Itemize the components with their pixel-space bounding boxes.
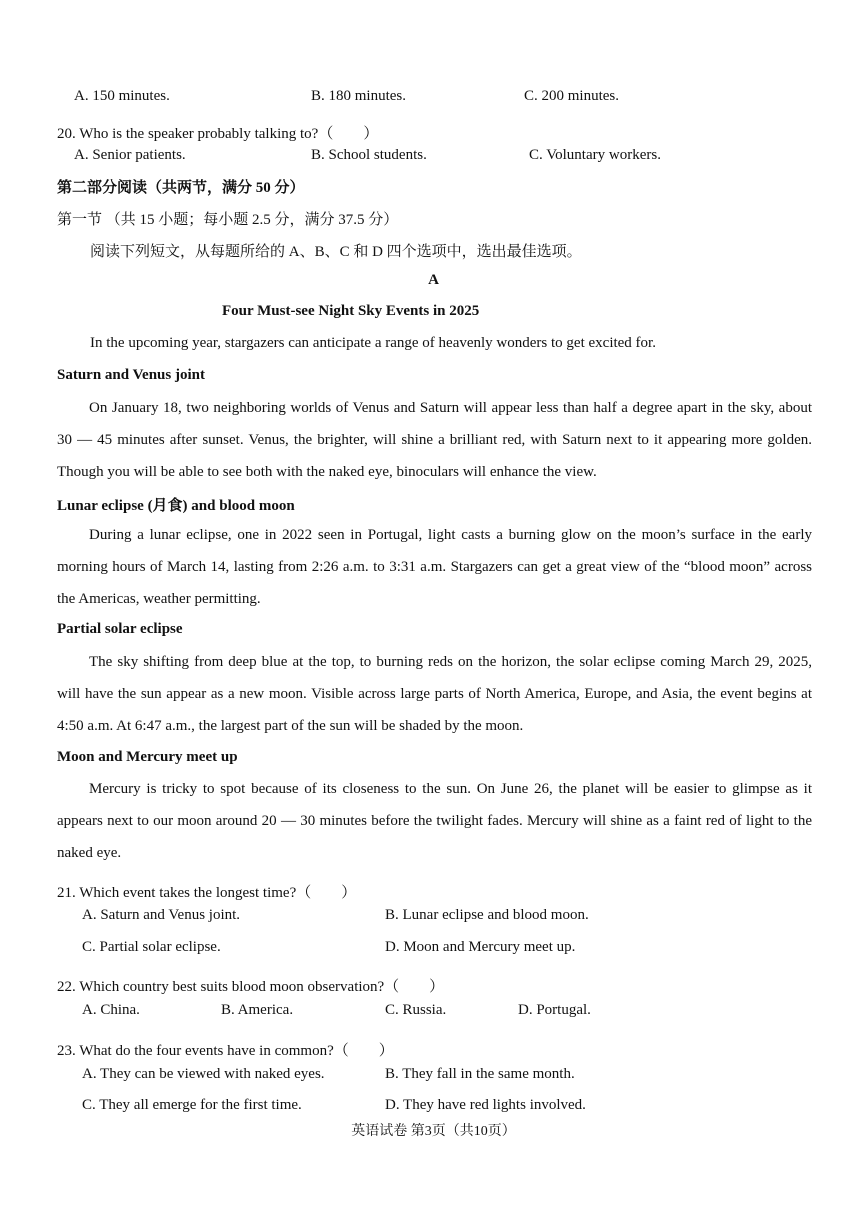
section-body-saturn-venus: On January 18, two neighboring worlds of Venus and Saturn will appear less than half a degree apart in the sky, about 30 — 45 minutes after sunset. Venus, the brighter, will shine a brilliant red, with Saturn next to it appearing more golden. Though you will be able to see both with the naked eye, binoculars will enhance the view. — [57, 400, 812, 480]
q23-option-a: A. They can be viewed with naked eyes. — [82, 1066, 325, 1082]
passage-letter: A — [428, 272, 439, 288]
q21-question: 21. Which event takes the longest time?（ ） — [57, 885, 357, 901]
q22-option-c: C. Russia. — [385, 1002, 447, 1018]
section-heading-lunar-eclipse: Lunar eclipse (月食) and blood moon — [57, 498, 295, 514]
section-heading-moon-mercury: Moon and Mercury meet up — [57, 749, 238, 765]
passage-title: Four Must-see Night Sky Events in 2025 — [222, 303, 480, 319]
q23-question: 23. What do the four events have in common?（ ） — [57, 1043, 394, 1059]
q19-option-a: A. 150 minutes. — [74, 88, 170, 104]
section1-heading: 第一节 （共 15 小题；每小题 2.5 分，满分 37.5 分） — [57, 212, 399, 228]
q20-option-a: A. Senior patients. — [74, 147, 186, 163]
section-body-moon-mercury: Mercury is tricky to spot because of its closeness to the sun. On June 26, the planet will be easier to glimpse as it appears next to our moon around 20 — 30 minutes before the twilight fades. Mercury will shine as a faint red of light to the naked eye. — [57, 781, 812, 861]
instructions: 阅读下列短文，从每题所给的 A、B、C 和 D 四个选项中，选出最佳选项。 — [90, 244, 582, 260]
section-heading-solar-eclipse: Partial solar eclipse — [57, 621, 183, 637]
section-heading-saturn-venus: Saturn and Venus joint — [57, 367, 205, 383]
q19-option-c: C. 200 minutes. — [524, 88, 620, 104]
q23-option-b: B. They fall in the same month. — [385, 1066, 575, 1082]
q23-option-d: D. They have red lights involved. — [385, 1097, 586, 1113]
q21-option-c: C. Partial solar eclipse. — [82, 939, 221, 955]
section-body-solar-eclipse: The sky shifting from deep blue at the top, to burning reds on the horizon, the solar eclipse coming March 29, 2025, will have the sun appear as a new moon. Visible across large parts of North America, Europe, and Asia, the event begins at 4:50 a.m. At 6:47 a.m., the largest part of the sun will be shaded by the moon. — [57, 654, 812, 734]
passage-intro: In the upcoming year, stargazers can anticipate a range of heavenly wonders to get excited for. — [90, 335, 656, 351]
q20-question: 20. Who is the speaker probably talking to?（ ） — [57, 126, 379, 142]
q22-option-b: B. America. — [221, 1002, 294, 1018]
q19-option-b: B. 180 minutes. — [311, 88, 407, 104]
q22-option-d: D. Portugal. — [518, 1002, 591, 1018]
q22-option-a: A. China. — [82, 1002, 140, 1018]
q21-option-a: A. Saturn and Venus joint. — [82, 907, 241, 923]
part2-heading: 第二部分阅读（共两节，满分 50 分） — [57, 180, 305, 196]
section-body-lunar-eclipse: During a lunar eclipse, one in 2022 seen in Portugal, light casts a burning glow on the moon’s surface in the early morning hours of March 14, lasting from 2:26 a.m. to 3:31 a.m. Stargazers can get a great view of the “blood moon” across the Americas, weather permitting. — [57, 527, 812, 607]
q22-question: 22. Which country best suits blood moon observation?（ ） — [57, 979, 445, 995]
q20-option-c: C. Voluntary workers. — [529, 147, 661, 163]
q20-option-b: B. School students. — [311, 147, 427, 163]
page-footer: 英语试卷 第3页（共10页） — [351, 1124, 516, 1139]
q21-option-d: D. Moon and Mercury meet up. — [385, 939, 576, 955]
q21-option-b: B. Lunar eclipse and blood moon. — [385, 907, 589, 923]
q23-option-c: C. They all emerge for the first time. — [82, 1097, 302, 1113]
